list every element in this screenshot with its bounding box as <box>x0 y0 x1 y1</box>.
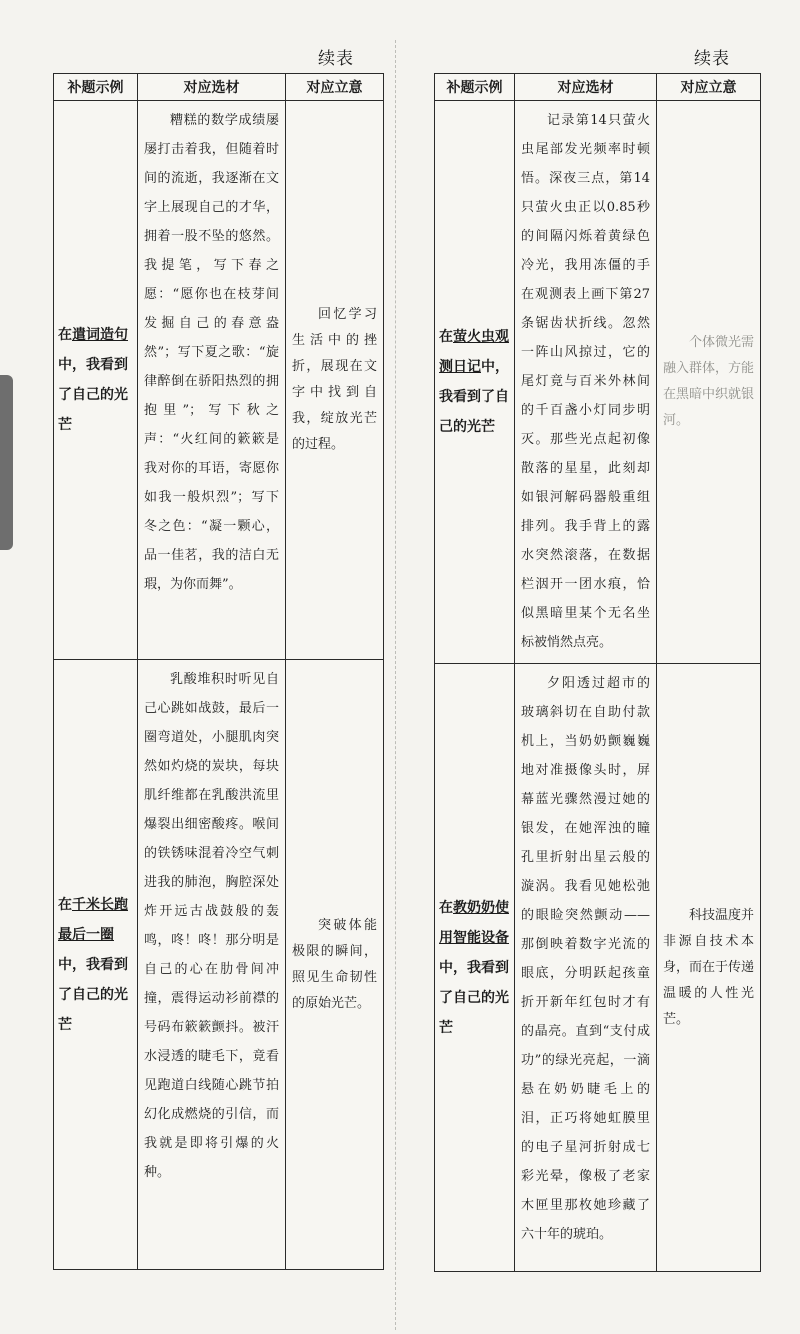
material-text: 糟糕的数学成绩屡屡打击着我，但随着时间的流逝，我逐渐在文字上展现自己的才华，拥着一股不坠的悠然。我提笔，写下春之愿：“愿你也在枝芽间发掘自己的春意盎然”；写下夏之歌：“旋律醉倒在骄阳热烈的拥抱里”；写下秋之声：“火红间的簌簌是我对你的耳语，寄愿你如我一般炽烈”；写下冬之色：“凝一颗心，品一佳茗，我的洁白无瑕，为你而舞”。 <box>144 113 279 592</box>
intent-text: 回忆学习生活中的挫折，展现在文字中找到自我，绽放光芒的过程。 <box>292 307 377 452</box>
example-suffix: 中，我看到了自己的光芒 <box>58 357 128 433</box>
example-suffix: 中，我看到了自己的光芒 <box>439 359 509 435</box>
header-material: 对应选材 <box>515 74 657 101</box>
header-intent: 对应立意 <box>286 74 384 101</box>
table-header-row <box>54 74 384 101</box>
table-row <box>54 101 384 660</box>
page-title-right: 续表 <box>694 49 730 69</box>
example-cell <box>54 101 138 660</box>
example-cell <box>435 101 515 664</box>
page-edge-tab <box>0 375 13 550</box>
example-topic: 萤火虫观测日记 <box>439 329 509 375</box>
material-cell <box>138 660 286 1270</box>
header-material: 对应选材 <box>138 74 286 101</box>
header-example: 补题示例 <box>435 74 515 101</box>
example-topic: 教奶奶使用智能设备 <box>439 899 509 946</box>
example-topic: 遣词造句 <box>72 327 128 343</box>
material-text: 记录第14只萤火虫尾部发光频率时顿悟。深夜三点，第14只萤火虫正以0.85秒的间隔闪烁着黄绿色冷光，我用冻僵的手在观测表上画下第27条锯齿状折线。忽然一阵山风掠过，它的尾灯竟与百米外林间的千百盏小灯同步明灭。那些光点起初像散落的星星，此刻却如银河解码器般重组排列。我手背上的露水突然滚落，在数据栏洇开一团水痕，恰似黑暗里某个无名坐标被悄然点亮。 <box>521 113 650 650</box>
table-row <box>435 664 761 1272</box>
example-prefix: 在 <box>58 896 72 913</box>
example-suffix: 中，我看到了自己的光芒 <box>439 959 509 1036</box>
example-cell <box>435 664 515 1272</box>
material-cell <box>138 101 286 660</box>
example-topic: 千米长跑最后一圈 <box>58 896 128 943</box>
page-gutter-divider <box>395 40 396 1330</box>
right-table <box>434 73 761 1272</box>
intent-cell <box>657 664 761 1272</box>
intent-cell <box>657 101 761 664</box>
intent-cell <box>286 660 384 1270</box>
left-table <box>53 73 384 1270</box>
material-cell <box>515 101 657 664</box>
page-title-left: 续表 <box>318 49 354 69</box>
intent-text: 突破体能极限的瞬间，照见生命韧性的原始光芒。 <box>292 917 377 1011</box>
example-prefix: 在 <box>58 327 72 343</box>
table-header-row <box>435 74 761 101</box>
example-suffix: 中，我看到了自己的光芒 <box>58 956 128 1033</box>
header-intent: 对应立意 <box>657 74 761 101</box>
material-cell <box>515 664 657 1272</box>
example-cell <box>54 660 138 1270</box>
header-example: 补题示例 <box>54 74 138 101</box>
intent-text: 个体微光需融入群体，方能在黑暗中织就银河。 <box>663 335 755 428</box>
table-row <box>435 101 761 664</box>
material-text: 乳酸堆积时听见自己心跳如战鼓，最后一圈弯道处，小腿肌肉突然如灼烧的炭块，每块肌纤维都在乳酸洪流里爆裂出细密酸疼。喉间的铁锈味混着冷空气刺进我的肺泡，胸腔深处炸开远古战鼓般的轰鸣，咚！咚！那分明是自己的心在肋骨间冲撞，震得运动衫前襟的号码布簌簌颤抖。被汗水浸透的睫毛下，竟看见跑道白线随心跳节拍幻化成燃烧的引信，而我就是即将引爆的火种。 <box>144 672 279 1180</box>
intent-cell <box>286 101 384 660</box>
example-prefix: 在 <box>439 899 453 916</box>
table-row <box>54 660 384 1270</box>
example-prefix: 在 <box>439 329 453 345</box>
material-text: 夕阳透过超市的玻璃斜切在自助付款机上，当奶奶颤巍巍地对准摄像头时，屏幕蓝光骤然漫过她的银发，在她浑浊的瞳孔里折射出星云般的漩涡。我看见她松弛的眼睑突然颤动——那倒映着数字光流的眼底，分明跃起孩童折开新年红包时才有的晶亮。直到“支付成功”的绿光亮起，一滴悬在奶奶睫毛上的泪，正巧将她虹膜里的电子星河折射成七彩光晕，像极了老家木匣里那枚她珍藏了六十年的琥珀。 <box>521 676 650 1242</box>
intent-text: 科技温度并非源自技术本身，而在于传递温暖的人性光芒。 <box>663 907 755 1027</box>
